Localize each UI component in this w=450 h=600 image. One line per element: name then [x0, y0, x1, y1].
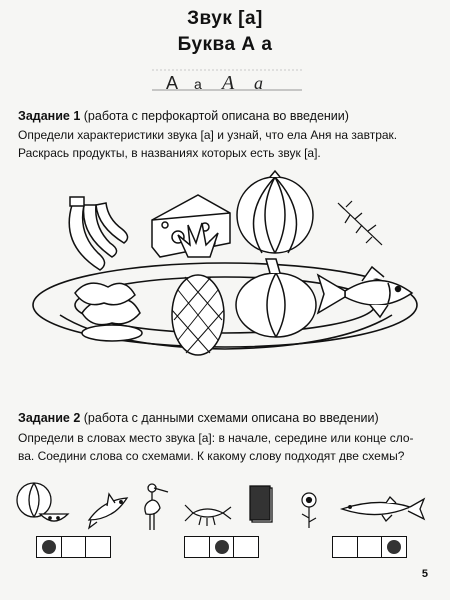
- scheme-cell: [332, 536, 358, 558]
- banana-icon: [69, 197, 127, 270]
- sound-scheme-end[interactable]: [332, 536, 407, 558]
- pancakes-icon: [75, 283, 142, 341]
- scheme-cell: [36, 536, 62, 558]
- stork-icon: [140, 482, 170, 532]
- sound-scheme-middle[interactable]: [184, 536, 259, 558]
- task2-text-1: Определи в словах место звука [а]: в начале, середине или конце сло-: [18, 431, 414, 445]
- crayfish-icon: [183, 495, 233, 529]
- watermelon-icon: [14, 480, 70, 530]
- sound-scheme-start[interactable]: [36, 536, 111, 558]
- sound-dot: [387, 540, 401, 554]
- scheme-cell: [184, 536, 210, 558]
- watermelon-icon: [237, 171, 313, 253]
- svg-text:а: а: [194, 76, 202, 92]
- shark-icon: [85, 490, 133, 530]
- scheme-cell: [381, 536, 407, 558]
- task2-note: (работа с данными схемами описана во введении): [83, 411, 379, 425]
- title-sound: Звук [а]: [187, 8, 263, 29]
- title-letter: Буква А а: [177, 34, 273, 55]
- svg-text:а: а: [254, 73, 263, 93]
- scheme-cell: [61, 536, 87, 558]
- task2-heading: [18, 410, 438, 426]
- task2-text-2: ва. Соедини слова со схемами. К какому слову подходят две схемы?: [18, 449, 405, 463]
- task1-note: (работа с перфокартой описана во введении): [83, 109, 349, 123]
- book-icon: [248, 484, 276, 526]
- page-number: 5: [421, 568, 428, 580]
- task1-text-1: Определи характеристики звука [а] и узнай, что ела Аня на завтрак.: [18, 128, 398, 142]
- pumpkin-icon: [236, 259, 316, 337]
- sound-dot: [215, 540, 229, 554]
- scheme-cell: [209, 536, 235, 558]
- sound-dot: [42, 540, 56, 554]
- task1-label: Задание 1: [18, 109, 81, 123]
- scheme-cell: [357, 536, 383, 558]
- handwriting-sample: [152, 66, 302, 94]
- svg-text:А: А: [222, 72, 235, 94]
- scheme-cell: [233, 536, 259, 558]
- task2-label: Задание 2: [18, 411, 81, 425]
- task1-text-2: Раскрась продукты, в названиях которых есть звук [а].: [18, 146, 321, 160]
- poppy-icon: [296, 490, 322, 530]
- scheme-cell: [85, 536, 111, 558]
- task1-heading: [18, 108, 438, 124]
- pike-icon: [338, 493, 426, 525]
- breakfast-plate-illustration: [0, 165, 450, 375]
- svg-text:А: А: [166, 73, 179, 93]
- fish-icon: [318, 267, 412, 317]
- dill-icon: [338, 201, 382, 245]
